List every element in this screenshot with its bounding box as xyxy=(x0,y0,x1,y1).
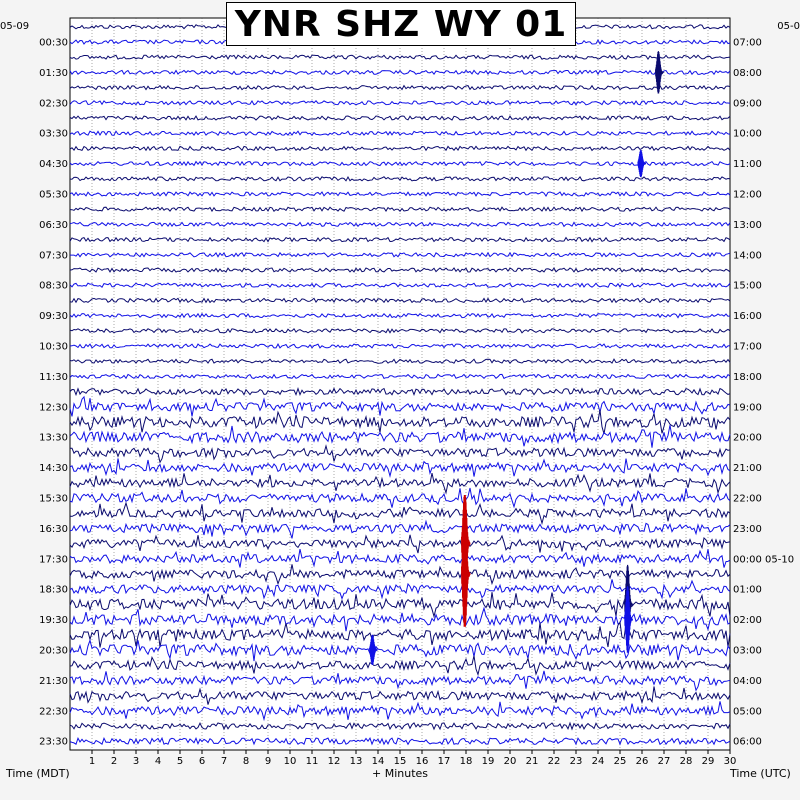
minute-tick-label: 11 xyxy=(305,756,319,767)
left-axis-title: Time (MDT) xyxy=(6,767,70,780)
minute-tick-label: 1 xyxy=(88,756,96,767)
left-time-label: 14:30 xyxy=(39,463,68,475)
right-time-label: 09:00 xyxy=(733,98,762,110)
minute-tick-label: 22 xyxy=(547,756,561,767)
right-time-label: 21:00 xyxy=(733,463,762,475)
left-time-label: 02:30 xyxy=(39,98,68,110)
left-time-label: 17:30 xyxy=(39,554,68,566)
right-time-label: 18:00 xyxy=(733,371,762,383)
minute-tick-label: 29 xyxy=(701,756,715,767)
minute-tick-label: 25 xyxy=(613,756,627,767)
right-time-label: 02:00 xyxy=(733,615,762,627)
right-time-label: 01:00 xyxy=(733,584,762,596)
chart-title: YNR SHZ WY 01 xyxy=(226,2,576,46)
right-time-label: 10:00 xyxy=(733,128,762,140)
left-time-label: 00:30 xyxy=(39,37,68,49)
minute-tick-label: 9 xyxy=(264,756,272,767)
minute-tick-label: 17 xyxy=(437,756,451,767)
left-time-label: 15:30 xyxy=(39,493,68,505)
minute-tick-label: 14 xyxy=(371,756,385,767)
right-time-label: 13:00 xyxy=(733,219,762,231)
left-time-label: 12:30 xyxy=(39,402,68,414)
right-time-label: 15:00 xyxy=(733,280,762,292)
minute-tick-label: 2 xyxy=(110,756,118,767)
end-date-label: 05-0 xyxy=(777,21,800,32)
right-time-label: 04:00 xyxy=(733,675,762,687)
right-time-label: 00:00 05-10 xyxy=(733,554,795,566)
left-time-label: 19:30 xyxy=(39,615,68,627)
minute-tick-label: 21 xyxy=(525,756,539,767)
left-time-labels xyxy=(39,38,68,748)
right-time-label: 03:00 xyxy=(733,645,762,657)
right-time-label: 23:00 xyxy=(733,523,762,535)
left-time-label: 06:30 xyxy=(39,219,68,231)
minute-tick-label: 6 xyxy=(198,756,206,767)
minute-tick-label: 30 xyxy=(723,756,737,767)
minute-ticks xyxy=(89,750,737,767)
minute-tick-label: 3 xyxy=(132,756,140,767)
minute-tick-label: 12 xyxy=(327,756,341,767)
right-time-label: 22:00 xyxy=(733,493,762,505)
left-time-label: 10:30 xyxy=(39,341,68,353)
minute-tick-label: 8 xyxy=(242,756,250,767)
left-time-label: 18:30 xyxy=(39,584,68,596)
minute-tick-label: 4 xyxy=(154,756,162,767)
left-time-label: 08:30 xyxy=(39,280,68,292)
minute-tick-label: 26 xyxy=(635,756,649,767)
minute-tick-label: 15 xyxy=(393,756,407,767)
right-time-label: 14:00 xyxy=(733,250,762,262)
left-time-label: 23:30 xyxy=(39,736,68,748)
right-time-label: 08:00 xyxy=(733,67,762,79)
minute-tick-label: 13 xyxy=(349,756,363,767)
right-time-label: 17:00 xyxy=(733,341,762,353)
left-time-label: 11:30 xyxy=(39,371,68,383)
right-time-label: 16:00 xyxy=(733,311,762,323)
left-time-label: 22:30 xyxy=(39,706,68,718)
start-date-label: 05-09 xyxy=(0,21,30,32)
left-time-label: 07:30 xyxy=(39,250,68,262)
minute-tick-label: 10 xyxy=(283,756,297,767)
right-axis-title: Time (UTC) xyxy=(730,767,791,780)
minute-tick-label: 24 xyxy=(591,756,605,767)
minute-tick-label: 18 xyxy=(459,756,473,767)
right-time-label: 12:00 xyxy=(733,189,762,201)
left-time-label: 04:30 xyxy=(39,159,68,171)
minute-tick-label: 16 xyxy=(415,756,429,767)
left-time-label: 21:30 xyxy=(39,675,68,687)
minute-tick-label: 19 xyxy=(481,756,495,767)
left-time-label: 01:30 xyxy=(39,67,68,79)
minute-tick-label: 20 xyxy=(503,756,517,767)
left-time-label: 05:30 xyxy=(39,189,68,201)
left-time-label: 03:30 xyxy=(39,128,68,140)
minute-tick-label: 7 xyxy=(220,756,228,767)
left-time-label: 20:30 xyxy=(39,645,68,657)
right-time-label: 06:00 xyxy=(733,736,762,748)
right-time-label: 07:00 xyxy=(733,37,762,49)
right-time-label: 20:00 xyxy=(733,432,762,444)
x-axis-title: + Minutes xyxy=(371,767,429,780)
minute-tick-label: 5 xyxy=(176,756,184,767)
right-time-label: 11:00 xyxy=(733,159,762,171)
right-time-label: 05:00 xyxy=(733,706,762,718)
minute-tick-label: 28 xyxy=(679,756,693,767)
minute-tick-label: 23 xyxy=(569,756,583,767)
left-time-label: 09:30 xyxy=(39,311,68,323)
right-time-label: 19:00 xyxy=(733,402,762,414)
right-time-labels xyxy=(733,38,794,748)
minute-tick-label: 27 xyxy=(657,756,671,767)
left-time-label: 16:30 xyxy=(39,523,68,535)
left-time-label: 13:30 xyxy=(39,432,68,444)
